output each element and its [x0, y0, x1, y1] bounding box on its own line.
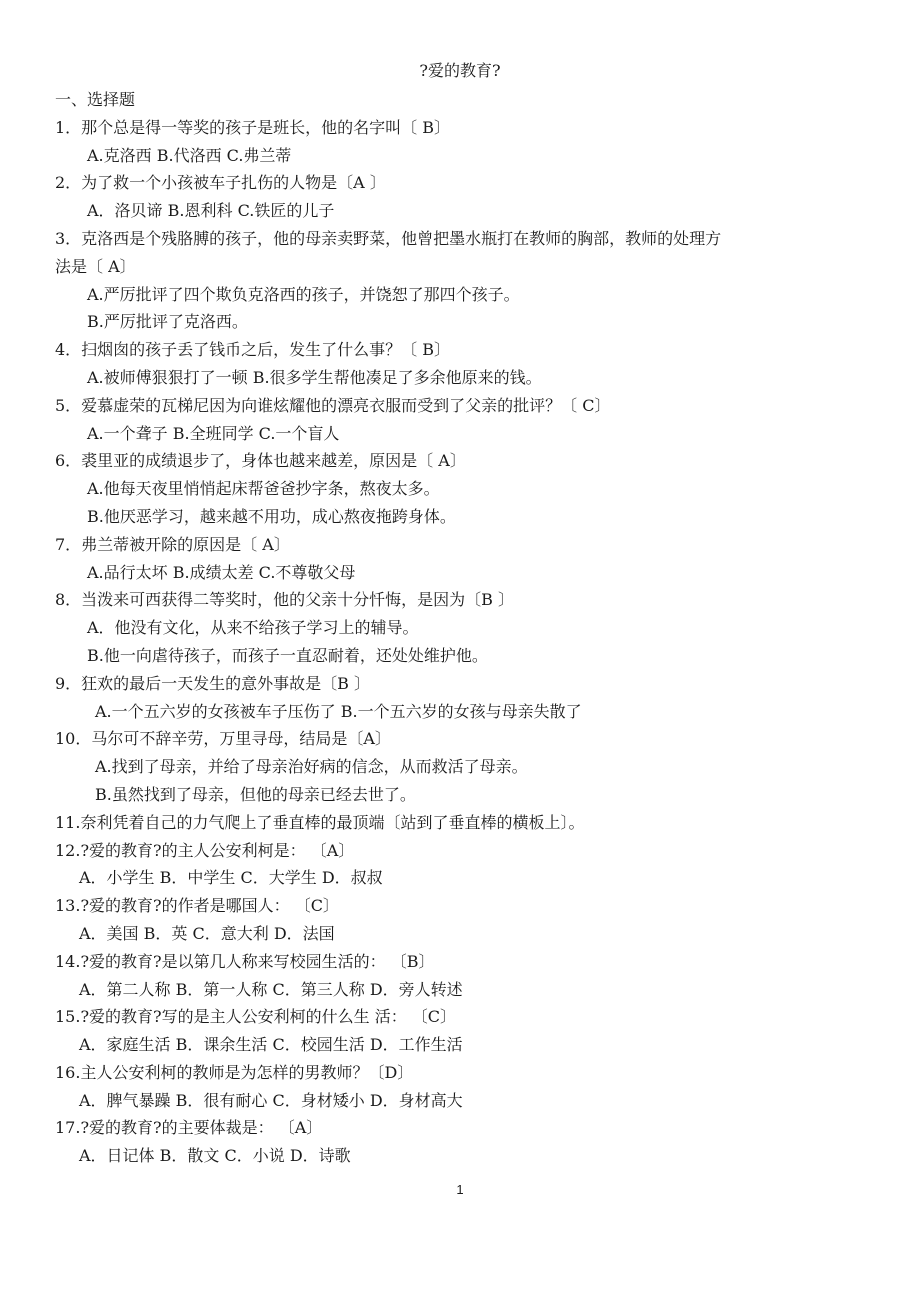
option-line: A.一个聋子 B.全班同学 C.一个盲人: [87, 423, 340, 443]
section-heading: 一、选择题: [55, 90, 136, 109]
option-line: B.他厌恶学习，越来越不用功，成心熬夜拖跨身体。: [87, 506, 456, 526]
question-line: 13.?爱的教育?的作者是哪国人： 〔C〕: [55, 896, 339, 916]
document-title: ?爱的教育?: [419, 61, 501, 80]
option-line: A．脾气暴躁 B．很有耐心 C．身材矮小 D．身材高大: [79, 1090, 463, 1110]
option-line: B.他一向虐待孩子，而孩子一直忍耐着，还处处维护他。: [87, 645, 488, 665]
question-line: 1．那个总是得一等奖的孩子是班长，他的名字叫〔 B〕: [55, 117, 451, 137]
question-line: 10．马尔可不辞辛劳，万里寻母，结局是〔A〕: [55, 729, 391, 749]
option-line: A.严厉批评了四个欺负克洛西的孩子，并饶恕了那四个孩子。: [87, 284, 520, 304]
question-line: 8．当泼来可西获得二等奖时，他的父亲十分忏悔，是因为〔B 〕: [55, 590, 515, 610]
question-list: [55, 114, 875, 1170]
question-line: 17.?爱的教育?的主要体裁是： 〔A〕: [55, 1118, 323, 1138]
option-line: B.虽然找到了母亲，但他的母亲已经去世了。: [95, 784, 416, 804]
question-line: 6．裘里亚的成绩退步了，身体也越来越差，原因是〔 A〕: [55, 451, 466, 471]
page-number: 1: [456, 1182, 464, 1197]
question-line: 14.?爱的教育?是以第几人称来写校园生活的： 〔B〕: [55, 951, 435, 971]
question-line: 3．克洛西是个残胳膊的孩子，他的母亲卖野菜，他曾把墨水瓶打在教师的胸部，教师的处理方: [55, 228, 722, 248]
question-line: 5．爱慕虚荣的瓦梯尼因为向谁炫耀他的漂亮衣服而受到了父亲的批评？〔 C〕: [55, 395, 611, 415]
option-line: A．洛贝谛 B.恩利科 C.铁匠的儿子: [87, 201, 335, 221]
option-line: A．家庭生活 B．课余生活 C．校园生活 D．工作生活: [79, 1035, 463, 1055]
option-line: A．日记体 B．散文 C．小说 D．诗歌: [79, 1146, 351, 1166]
document-body: [55, 86, 875, 1170]
question-line: 15.?爱的教育?写的是主人公安利柯的什么生 活： 〔C〕: [55, 1007, 457, 1027]
option-line: A.被师傅狠狠打了一顿 B.很多学生帮他凑足了多余他原来的钱。: [87, 367, 542, 387]
question-line: 法是〔 A〕: [55, 256, 136, 276]
option-line: A．美国 B．英 C．意大利 D．法国: [79, 923, 335, 943]
question-line: 4．扫烟囱的孩子丢了钱币之后，发生了什么事？〔 B〕: [55, 340, 451, 360]
option-line: A.一个五六岁的女孩被车子压伤了 B.一个五六岁的女孩与母亲失散了: [95, 701, 582, 721]
question-line: 16.主人公安利柯的教师是为怎样的男教师？〔D〕: [55, 1062, 414, 1082]
option-line: A．他没有文化，从来不给孩子学习上的辅导。: [87, 618, 419, 638]
option-line: A.克洛西 B.代洛西 C.弗兰蒂: [87, 145, 292, 165]
option-line: B.严厉批评了克洛西。: [87, 312, 248, 332]
option-line: A．第二人称 B．第一人称 C．第三人称 D．旁人转述: [79, 979, 463, 999]
option-line: A.找到了母亲，并给了母亲治好病的信念，从而救活了母亲。: [95, 757, 528, 777]
question-line: 11.奈利凭着自己的力气爬上了垂直棒的最顶端〔站到了垂直棒的横板上〕。: [55, 812, 585, 832]
question-line: 9．狂欢的最后一天发生的意外事故是〔B 〕: [55, 673, 371, 693]
question-line: 12.?爱的教育?的主人公安利柯是： 〔A〕: [55, 840, 355, 860]
option-line: A．小学生 B．中学生 C．大学生 D．叔叔: [79, 868, 383, 888]
question-line: 2．为了救一个小孩被车子扎伤的人物是〔A 〕: [55, 173, 386, 193]
question-line: 7．弗兰蒂被开除的原因是〔 A〕: [55, 534, 290, 554]
option-line: A.他每天夜里悄悄起床帮爸爸抄字条，熬夜太多。: [87, 479, 440, 499]
option-line: A.品行太坏 B.成绩太差 C.不尊敬父母: [87, 562, 356, 582]
